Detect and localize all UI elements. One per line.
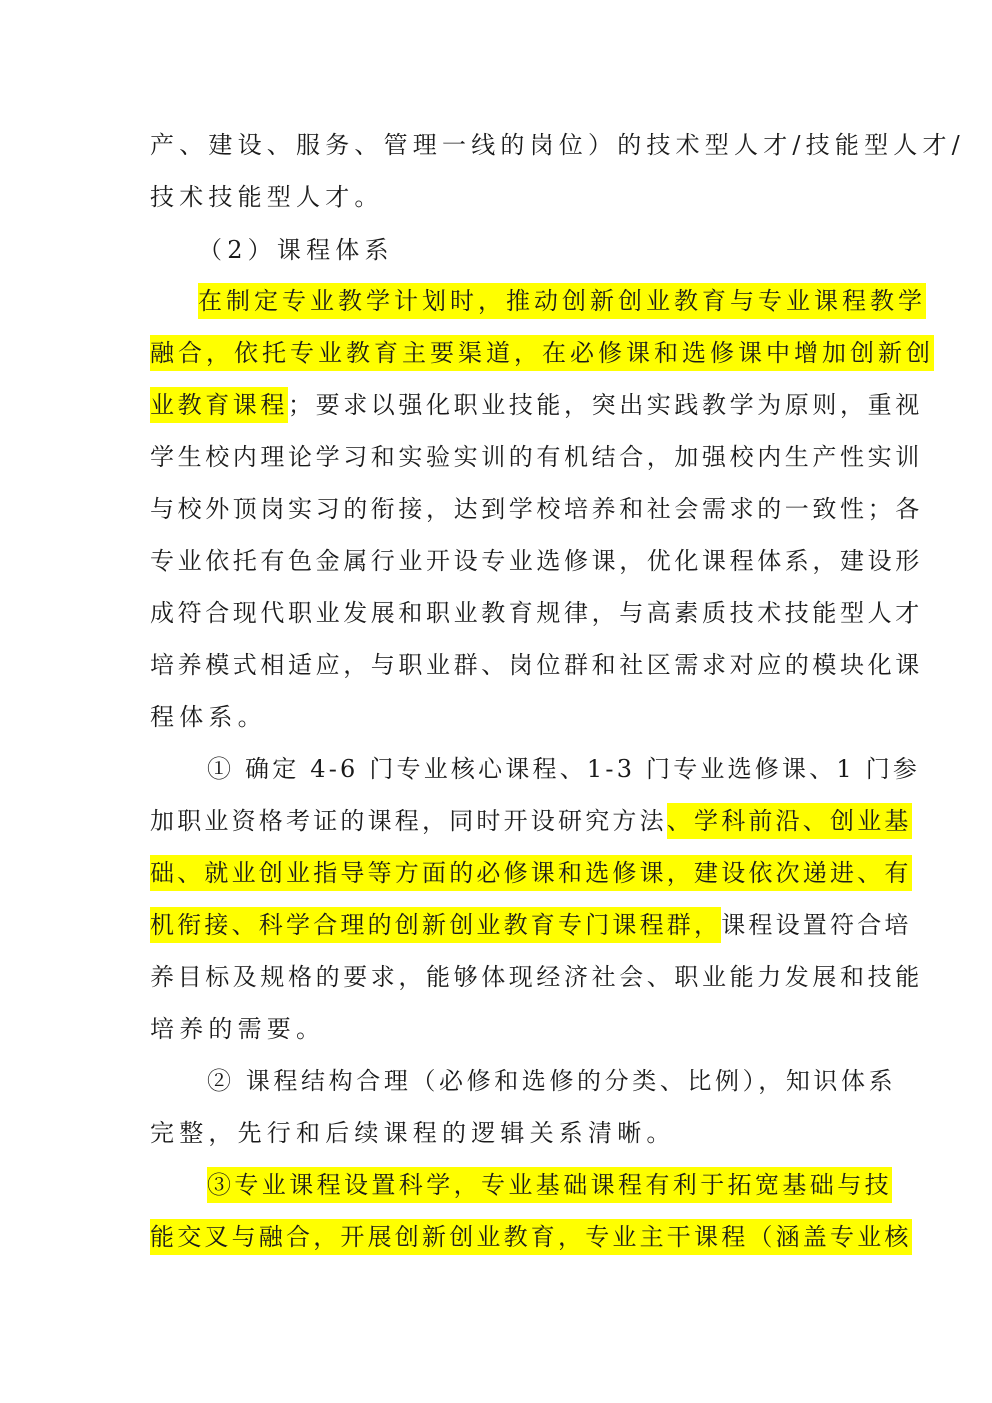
line-text: （2）课程体系 (198, 236, 394, 264)
line-text: ① 确定 4-6 门专业核心课程、1-3 门专业选修课、1 门参 (207, 755, 921, 783)
line-text: 养目标及规格的要求，能够体现经济社会、职业能力发展和技能 (150, 963, 923, 991)
highlighted-text: 础、就业创业指导等方面的必修课和选修课，建设依次递进、有 (150, 855, 912, 891)
highlighted-text: 能交叉与融合，开展创新创业教育，专业主干课程（涵盖专业核 (150, 1219, 912, 1255)
line-text: 培养模式相适应，与职业群、岗位群和社区需求对应的模块化课 (150, 651, 923, 679)
text-line (0, 1113, 992, 1153)
text-line (0, 853, 992, 893)
text-line (0, 489, 992, 529)
line-text: 技术技能型人才。 (150, 183, 384, 211)
line-text: 成符合现代职业发展和职业教育规律，与高素质技术技能型人才 (150, 599, 923, 627)
text-line (0, 749, 992, 789)
text-line (0, 697, 992, 737)
highlighted-text: 融合，依托专业教育主要渠道，在必修课和选修课中增加创新创 (150, 335, 934, 371)
highlighted-text: ③专业课程设置科学，专业基础课程有利于拓宽基础与技 (207, 1167, 892, 1203)
highlighted-text: 在制定专业教学计划时，推动创新创业教育与专业课程教学 (198, 283, 926, 319)
highlighted-text: 、学科前沿、创业基 (667, 803, 912, 839)
text-line (0, 281, 992, 321)
line-text: 专业依托有色金属行业开设专业选修课，优化课程体系，建设形 (150, 547, 923, 575)
line-text: 课程设置符合培 (721, 911, 912, 939)
line-text: 产、建设、服务、管理一线的岗位）的技术型人才/技能型人才/ (150, 131, 965, 159)
text-line (0, 437, 992, 477)
text-line (0, 1217, 992, 1257)
text-line (0, 333, 992, 373)
text-line (0, 1165, 992, 1205)
line-text: 程体系。 (150, 703, 267, 731)
text-line (0, 1061, 992, 1101)
line-text: 培养的需要。 (150, 1015, 326, 1043)
text-line (0, 177, 992, 217)
line-text: 加职业资格考证的课程，同时开设研究方法 (150, 807, 667, 835)
line-text: 完整，先行和后续课程的逻辑关系清晰。 (150, 1119, 676, 1147)
text-line (0, 385, 992, 425)
text-line (0, 957, 992, 997)
line-text: ；要求以强化职业技能，突出实践教学为原则，重视 (288, 391, 923, 419)
text-line (0, 541, 992, 581)
text-line (0, 125, 992, 165)
text-line (0, 593, 992, 633)
highlighted-text: 业教育课程 (150, 387, 288, 423)
text-line (0, 230, 992, 270)
line-text: ② 课程结构合理（必修和选修的分类、比例），知识体系 (207, 1067, 897, 1095)
text-line (0, 905, 992, 945)
text-line (0, 1009, 992, 1049)
line-text: 学生校内理论学习和实验实训的有机结合，加强校内生产性实训 (150, 443, 923, 471)
text-line (0, 645, 992, 685)
highlighted-text: 机衔接、科学合理的创新创业教育专门课程群， (150, 907, 721, 943)
line-text: 与校外顶岗实习的衔接，达到学校培养和社会需求的一致性；各 (150, 495, 923, 523)
text-line (0, 801, 992, 841)
